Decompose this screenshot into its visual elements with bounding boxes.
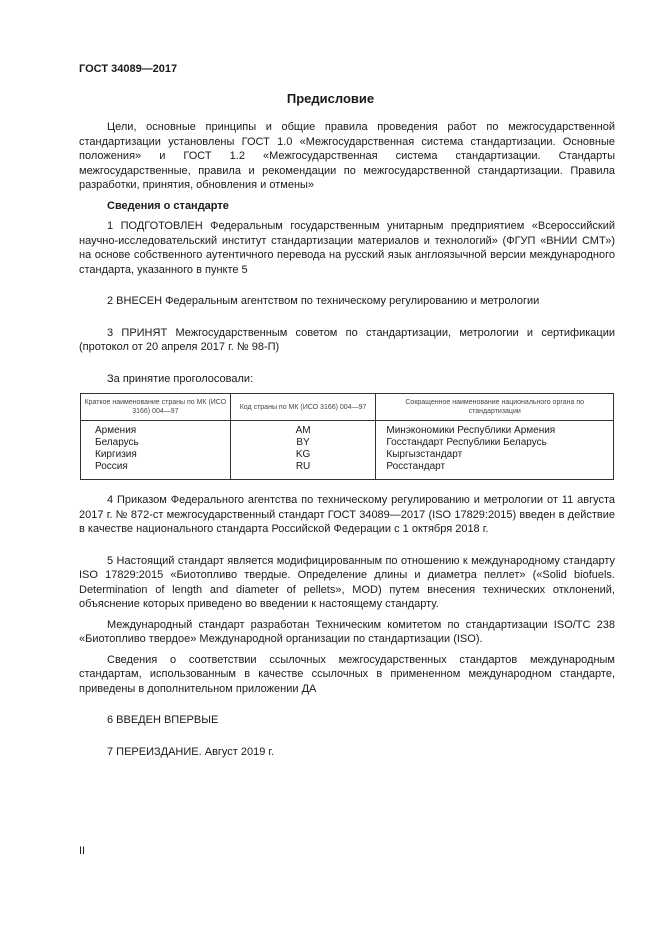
document-header: ГОСТ 34089—2017 (79, 63, 178, 75)
item-5-tc-paragraph: Международный стандарт разработан Техническим комитетом по стандартизации ISO/TC 238 «Биотопливо твердое» Международной организации по стандартизации (ISO). (79, 618, 615, 645)
table-row (81, 449, 614, 461)
section-heading: Сведения о стандарте (107, 199, 229, 212)
item-1-paragraph: 1 ПОДГОТОВЛЕН Федеральным государственным унитарным предприятием «Всероссийский научно-исследовательский институт стандартизации материалов и технологий» (ФГУП «ВНИИ СМТ») на основе собственного аутентичного перевода на русский язык англоязычной версии международного стандарта, указанного в пункте 5 (79, 220, 615, 276)
national-body-cell: Госстандарт Республики Беларусь (376, 437, 614, 449)
page-number: II (79, 845, 86, 857)
item-5-references-paragraph: Сведения о соответствии ссылочных межгосударственных стандартов международным стандартам, использованным в качестве ссылочных в примененном международном стандарте, приведены в дополнительном приложении ДА (79, 653, 615, 695)
item-5-paragraph: 5 Настоящий стандарт является модифицированным по отношению к международному стандарту ISO 17829:2015 «Биотопливо твердые. Определение длины и диаметра пеллет» («Solid biofuels. Determination of length and diameter of pellets», MOD) путем внесения технических отклонений, объяснение которых приведено во введении к настоящему стандарту. (79, 554, 615, 610)
country-code-cell: BY (230, 437, 376, 449)
national-body-cell: Кыргызстандарт (376, 449, 614, 461)
header-country-name: Краткое наименование страны по МК (ИСО 3166) 004—97 (81, 394, 231, 421)
document-body (79, 120, 615, 759)
country-name-cell: Россия (81, 461, 231, 480)
intro-paragraph: Цели, основные принципы и общие правила проведения работ по межгосударственной стандартизации установлены ГОСТ 1.0 «Межгосударственная система стандартизации. Основные положения» и ГОСТ 1.2 «Межгосударственная система стандартизации. Стандарты межгосударственные, правила и рекомендации по межгосударственной стандартизации. Правила разработки, принятия, обновления и отмены» (79, 121, 615, 191)
country-code-cell: KG (230, 449, 376, 461)
country-name-cell: Беларусь (81, 437, 231, 449)
page-title: Предисловие (286, 91, 375, 106)
table-row (81, 461, 614, 480)
country-name-cell: Армения (81, 421, 231, 438)
country-name-cell: Киргизия (81, 449, 231, 461)
country-code-cell: RU (230, 461, 376, 480)
table-row (81, 437, 614, 449)
item-2-paragraph: 2 ВНЕСЕН Федеральным агентством по техническому регулированию и метрологии (107, 295, 540, 307)
voting-table (80, 393, 614, 480)
table-header-row (81, 394, 614, 421)
national-body-cell: Минэкономики Республики Армения (376, 421, 614, 438)
item-3-paragraph: 3 ПРИНЯТ Межгосударственным советом по стандартизации, метрологии и сертификации (протокол от 20 апреля 2017 г. № 98-П) (79, 326, 615, 353)
country-code-cell: AM (230, 421, 376, 438)
item-6-paragraph: 6 ВВЕДЕН ВПЕРВЫЕ (107, 714, 219, 726)
national-body-cell: Росстандарт (376, 461, 614, 480)
item-4-paragraph: 4 Приказом Федерального агентства по техническому регулированию и метрологии от 11 августа 2017 г. № 872-ст межгосударственный стандарт ГОСТ 34089—2017 (ISO 17829:2015) введен в действие в качестве национального стандарта Российской Федерации с 1 октября 2018 г. (79, 494, 615, 535)
vote-label: За принятие проголосовали: (107, 372, 254, 385)
table-row (81, 421, 614, 438)
item-7-paragraph: 7 ПЕРЕИЗДАНИЕ. Август 2019 г. (107, 745, 275, 758)
header-country-code: Код страны по МК (ИСО 3166) 004—97 (230, 394, 376, 421)
header-national-body: Сокращенное наименование национального органа по стандартизации (376, 394, 614, 421)
